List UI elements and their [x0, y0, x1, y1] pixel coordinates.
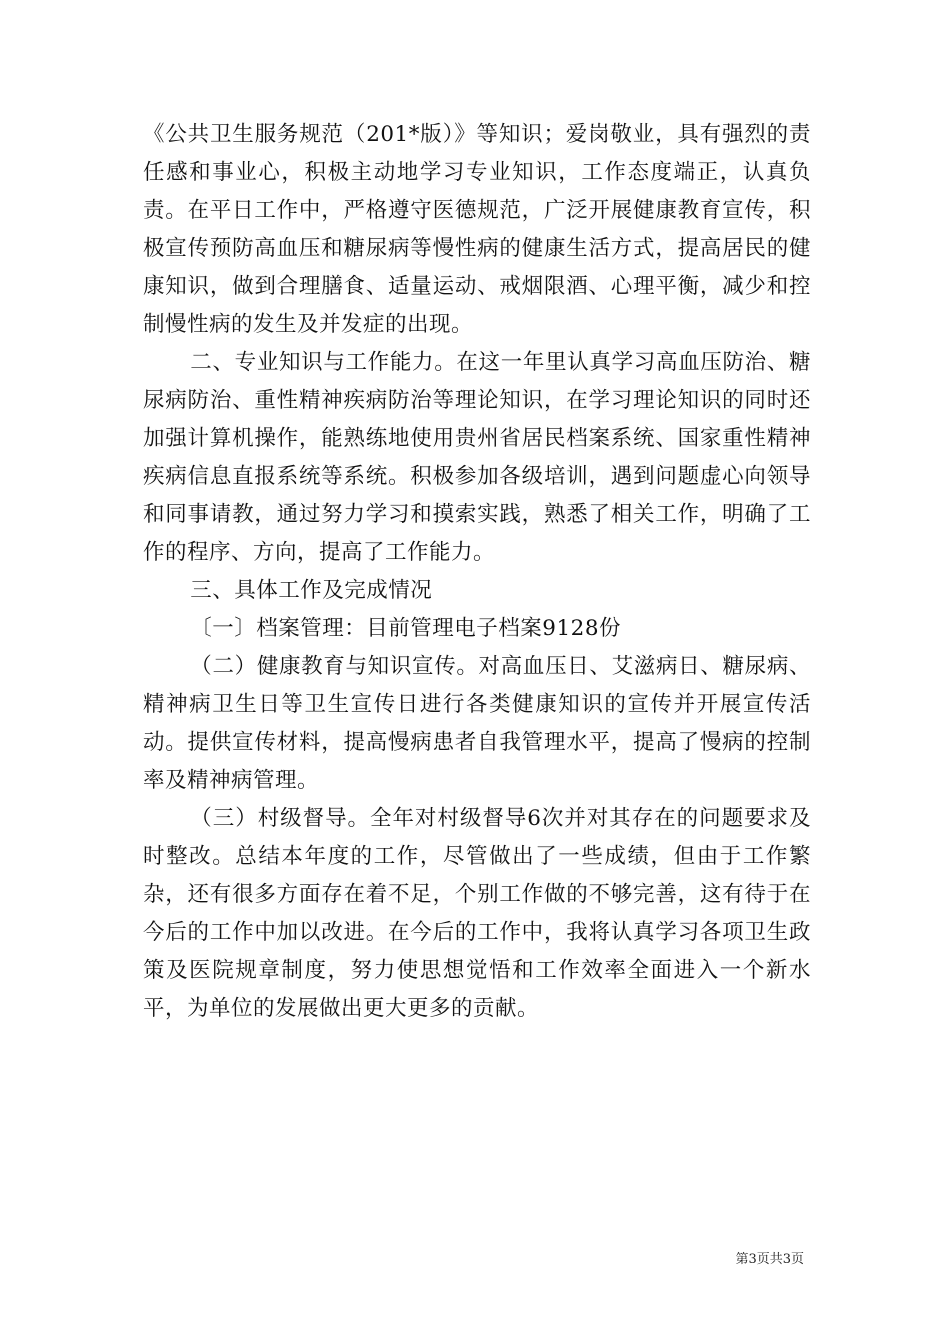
paragraph-village-supervision: （三）村级督导。全年对村级督导6次并对其存在的问题要求及时整改。总结本年度的工作，尽管做出了一些成绩，但由于工作繁杂，还有很多方面存在着不足，个别工作做的不够完善，这有待于在今后的工作中加以改进。在今后的工作中，我将认真学习各项卫生政策及医院规章制度，努力使思想觉悟和工作效率全面进入一个新水平，为单位的发展做出更大更多的贡献。	[143, 806, 811, 1021]
paragraph-health-education: （二）健康教育与知识宣传。对高血压日、艾滋病日、糖尿病、精神病卫生日等卫生宣传日进行各类健康知识的宣传并开展宣传活动。提供宣传材料，提高慢病患者自我管理水平，提高了慢病的控制率及精神病管理。	[143, 654, 811, 793]
paragraph-continuation: 《公共卫生服务规范（201*版）》等知识；爱岗敬业，具有强烈的责任感和事业心，积极主动地学习专业知识，工作态度端正，认真负责。在平日工作中，严格遵守医德规范，广泛开展健康教育宣传，积极宣传预防高血压和糖尿病等慢性病的健康生活方式，提高居民的健康知识，做到合理膳食、适量运动、戒烟限酒、心理平衡，减少和控制慢性病的发生及并发症的出现。	[143, 122, 811, 337]
page-number-footer: 第3页共3页	[735, 1252, 804, 1267]
paragraph-archive-management: 〔一〕档案管理：目前管理电子档案9128份	[190, 616, 622, 641]
paragraph-section-two: 二、专业知识与工作能力。在这一年里认真学习高血压防治、糖尿病防治、重性精神疾病防治等理论知识，在学习理论知识的同时还加强计算机操作，能熟练地使用贵州省居民档案系统、国家重性精神疾病信息直报系统等系统。积极参加各级培训，遇到问题虚心向领导和同事请教，通过努力学习和摸索实践，熟悉了相关工作，明确了工作的程序、方向，提高了工作能力。	[143, 350, 811, 565]
document-body	[143, 116, 811, 1028]
paragraph-section-three-heading: 三、具体工作及完成情况	[190, 578, 433, 603]
